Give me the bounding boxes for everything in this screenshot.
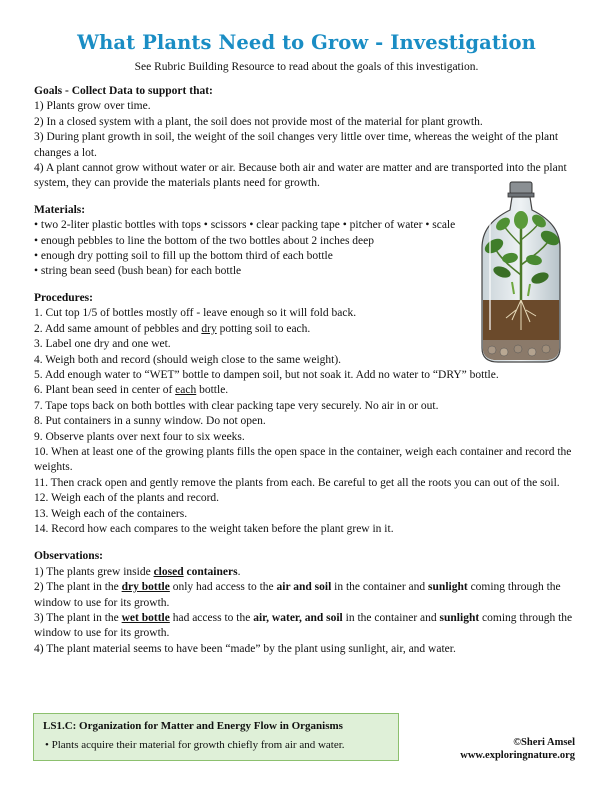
materials-section — [34, 203, 504, 280]
website-credit: www.exploringnature.org — [460, 750, 575, 761]
ngss-standard-bullet: • Plants acquire their material for growth chiefly from air and water. — [45, 739, 345, 751]
document-body — [34, 84, 594, 668]
procedure-step: 7. Tape tops back on both bottles with clear packing tape very securely. No air in or out. — [34, 399, 439, 412]
observation-item: 1) The plants grew inside closed containers. — [34, 565, 241, 578]
goal-item: 4) A plant cannot grow without water or air. Because both air and water are matter and are transported into the plant system, they can provide the materials plants need for growth. — [34, 162, 567, 190]
observation-item: 3) The plant in the wet bottle had access to the air, water, and soil in the container and sunlight coming through the window to use for its growth. — [34, 612, 573, 640]
procedure-step: 4. Weigh both and record (should weigh close to the same weight). — [34, 353, 342, 366]
ngss-standard-box — [33, 713, 399, 761]
procedure-step: 11. Then crack open and gently remove the plants from each. Be careful to get all the roots you can out of the soil. — [34, 476, 560, 489]
author-credit: ©Sheri Amsel — [513, 737, 575, 748]
procedures-heading: Procedures: — [34, 291, 93, 304]
procedure-step: 1. Cut top 1/5 of bottles mostly off - leave enough so it will fold back. — [34, 307, 357, 320]
procedure-step: 5. Add enough water to “WET” bottle to dampen soil, but not soak it. Add no water to “DRY” bottle. — [34, 368, 499, 381]
goal-item: 1) Plants grow over time. — [34, 100, 151, 113]
observation-item: 2) The plant in the dry bottle only had access to the air and soil in the container and sunlight coming through the window to use for its growth. — [34, 581, 561, 609]
procedure-step: 8. Put containers in a sunny window. Do not open. — [34, 415, 266, 428]
material-item: • enough dry potting soil to fill up the bottom third of each bottle — [34, 250, 333, 263]
procedure-step: 10. When at least one of the growing plants fills the open space in the container, weigh each container and record the weights. — [34, 445, 572, 474]
procedure-step: 2. Add same amount of pebbles and dry potting soil to each. — [34, 322, 311, 335]
observation-item: 4) The plant material seems to have been “made” by the plant using sunlight, air, and water. — [34, 642, 456, 655]
procedure-step: 6. Plant bean seed in center of each bottle. — [34, 384, 229, 397]
page-subtitle: See Rubric Building Resource to read about the goals of this investigation. — [134, 61, 479, 73]
procedure-step: 13. Weigh each of the containers. — [34, 507, 188, 520]
materials-heading: Materials: — [34, 203, 86, 216]
goal-item: 2) In a closed system with a plant, the soil does not provide most of the material for plant growth. — [34, 115, 483, 128]
procedure-step: 12. Weigh each of the plants and record. — [34, 492, 220, 505]
procedure-step: 14. Record how each compares to the weight taken before the plant grew in it. — [34, 522, 394, 535]
credit-block — [460, 736, 575, 762]
observations-section — [34, 549, 594, 657]
observations-heading: Observations: — [34, 550, 103, 563]
procedure-step: 3. Label one dry and one wet. — [34, 338, 171, 351]
goal-item: 3) During plant growth in soil, the weight of the soil changes very little over time, whereas the weight of the plant changes a lot. — [34, 131, 559, 159]
material-item: • string bean seed (bush bean) for each bottle — [34, 265, 242, 278]
procedure-step: 9. Observe plants over next four to six weeks. — [34, 430, 245, 443]
goals-heading: Goals - Collect Data to support that: — [34, 85, 213, 97]
goals-section — [34, 84, 594, 192]
material-item: • enough pebbles to line the bottom of the two bottles about 2 inches deep — [34, 234, 375, 247]
ngss-standard-title: LS1.C: Organization for Matter and Energy Flow in Organisms — [43, 720, 343, 732]
page-title: What Plants Need to Grow - Investigation — [77, 31, 536, 54]
material-item: • two 2-liter plastic bottles with tops • scissors • clear packing tape • pitcher of water • scale — [34, 219, 456, 232]
bottle-plant-illustration — [472, 180, 570, 364]
